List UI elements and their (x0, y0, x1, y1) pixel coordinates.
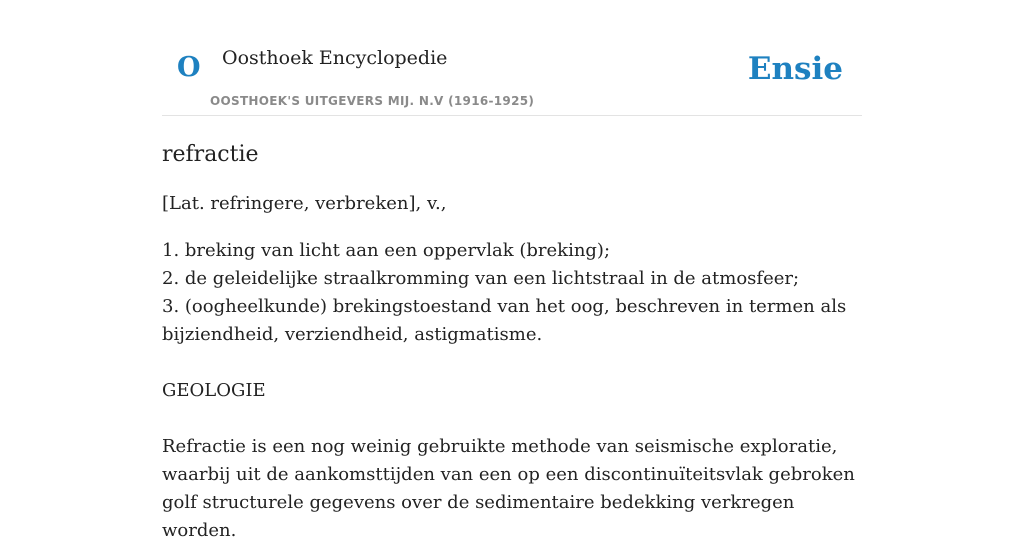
definition-item: 3. (oogheelkunde) brekingstoestand van het oog, beschreven in termen als bijziendheid, verziendheid, astigmatisme. (162, 296, 847, 345)
etymology: [Lat. refringere, verbreken], v., (162, 193, 447, 214)
entry-content (162, 140, 862, 545)
site-header (162, 0, 862, 116)
section-heading-geologie: GEOLOGIE (162, 380, 266, 401)
body-paragraph: Refractie is een nog weinig gebruikte methode van seismische exploratie, waarbij uit de aankomsttijden van een op een discontinuïteitsvlak gebroken golf structurele gegevens over de sedimentaire bedekking verkregen worden. (162, 436, 855, 541)
entry-title: refractie (162, 142, 259, 167)
logo-link[interactable]: O (177, 52, 201, 83)
site-title-link[interactable]: Oosthoek Encyclopedie (222, 47, 448, 69)
definition-list (162, 237, 862, 349)
publisher-subtitle: OOSTHOEK'S UITGEVERS MIJ. N.V (1916-1925) (210, 94, 535, 108)
definition-item: 1. breking van licht aan een oppervlak (breking); (162, 240, 611, 261)
page (162, 0, 862, 545)
definition-item: 2. de geleidelijke straalkromming van een lichtstraal in de atmosfeer; (162, 268, 800, 289)
ensie-brand-link[interactable]: Ensie (747, 51, 843, 87)
